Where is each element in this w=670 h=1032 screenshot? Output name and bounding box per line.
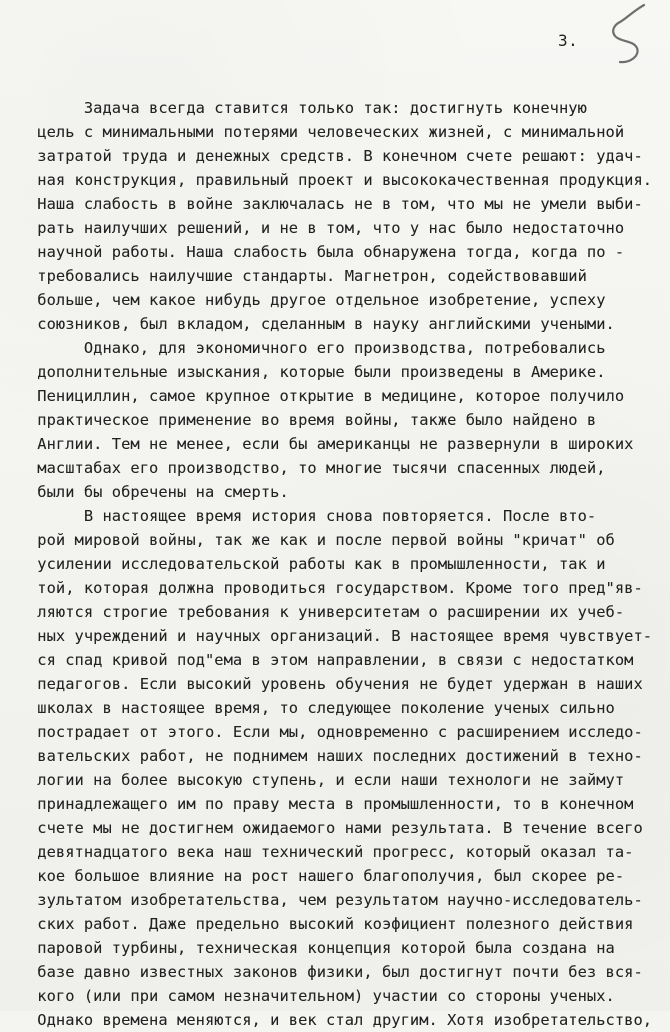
text-line-29: логии на более высокую ступень, и если наши технологи не займут — [0, 771, 625, 789]
text-line-9: больше, чем какое нибудь другое отдельное изобретение, успеху — [0, 291, 606, 309]
text-line-38: кого (или при самом незначительном) участии со стороны ученых. — [0, 987, 615, 1005]
text-line-10: союзников, был вкладом, сделанным в науку английскими учеными. — [0, 315, 615, 333]
text-line-24: ся спад кривой под"ема в этом направлении, в связи с недостатком — [0, 651, 634, 669]
text-line-17: были бы обречены на смерть. — [0, 483, 289, 501]
text-line-22: ляются строгие требования к университетам о расширении их учеб- — [0, 603, 625, 621]
text-line-26: школах в настоящее время, то следующее поколение ученых сильно — [0, 699, 615, 717]
text-line-36: паровой турбины, техническая концепция которой была создана на — [0, 939, 615, 957]
text-line-20: усилении исследовательской работы как в промышленности, так и — [0, 555, 606, 573]
handwritten-margin-mark — [602, 0, 662, 75]
text-line-11: Однако, для экономичного его производства, потребовались — [0, 339, 606, 357]
text-line-7: научной работы. Наша слабость была обнаружена тогда, когда по - — [0, 243, 625, 261]
text-line-4: ная конструкция, правильный проект и высококачественная продукция. — [0, 171, 653, 189]
text-line-16: масштабах его производство, то многие тысячи спасенных людей, — [0, 459, 606, 477]
text-line-35: ских работ. Даже предельно высокий коэфициент полезного действия — [0, 915, 634, 933]
text-line-27: пострадает от этого. Если мы, одновременно с расширением исследо- — [0, 723, 643, 741]
text-line-3: затратой труда и денежных средств. В конечном счете решают: удач- — [0, 147, 643, 165]
text-line-15: Англии. Тем не менее, если бы американцы не развернули в широких — [0, 435, 634, 453]
text-line-8: требовались наилучшие стандарты. Магнетрон, содействовавший — [0, 267, 587, 285]
text-line-33: кое большое влияние на рост нашего благополучия, был скорее ре- — [0, 867, 625, 885]
text-line-28: вательских работ, не поднимем наших последних достижений в техно- — [0, 747, 643, 765]
text-line-21: той, которая должна проводиться государством. Кроме того пред"яв- — [0, 579, 643, 597]
text-line-14: практическое применение во время войны, также было найдено в — [0, 411, 597, 429]
text-line-1: Задача всегда ставится только так: достигнуть конечную — [0, 99, 587, 117]
text-line-6: рать наилучших решений, и не в том, что у нас было недостаточно — [0, 219, 625, 237]
text-line-30: принадлежащего им по праву места в промышленности, то в конечном — [0, 795, 634, 813]
text-line-19: рой мировой войны, так же как и после первой войны "кричат" об — [0, 531, 615, 549]
page-number: 3. — [558, 31, 579, 50]
text-line-25: педагогов. Если высокий уровень обучения не будет удержан в наших — [0, 675, 643, 693]
text-line-32: девятнадцатого века наш технический прогресс, который оказал та- — [0, 843, 634, 861]
text-line-12: дополнительные изыскания, которые были произведены в Америке. — [0, 363, 606, 381]
text-line-13: Пенициллин, самое крупное открытие в медицине, которое получило — [0, 387, 625, 405]
text-line-34: зультатом изобретательства, чем результатом научно-исследователь- — [0, 891, 643, 909]
text-line-37: базе давно известных законов физики, был достигнут почти без вся- — [0, 963, 643, 981]
text-line-31: счете мы не достигнем ожидаемого нами результата. В течение всего — [0, 819, 643, 837]
text-line-18: В настоящее время история снова повторяется. После вто- — [0, 507, 597, 525]
text-line-5: Наша слабость в войне заключалась не в том, что мы не умели выби- — [0, 195, 643, 213]
text-line-23: ных учреждений и научных организаций. В настоящее время чувствует- — [0, 627, 653, 645]
text-line-39: Однако времена меняются, и век стал другим. Хотя изобретательство, — [0, 1011, 653, 1029]
text-line-2: цель с минимальными потерями человеческих жизней, с минимальной — [0, 123, 625, 141]
